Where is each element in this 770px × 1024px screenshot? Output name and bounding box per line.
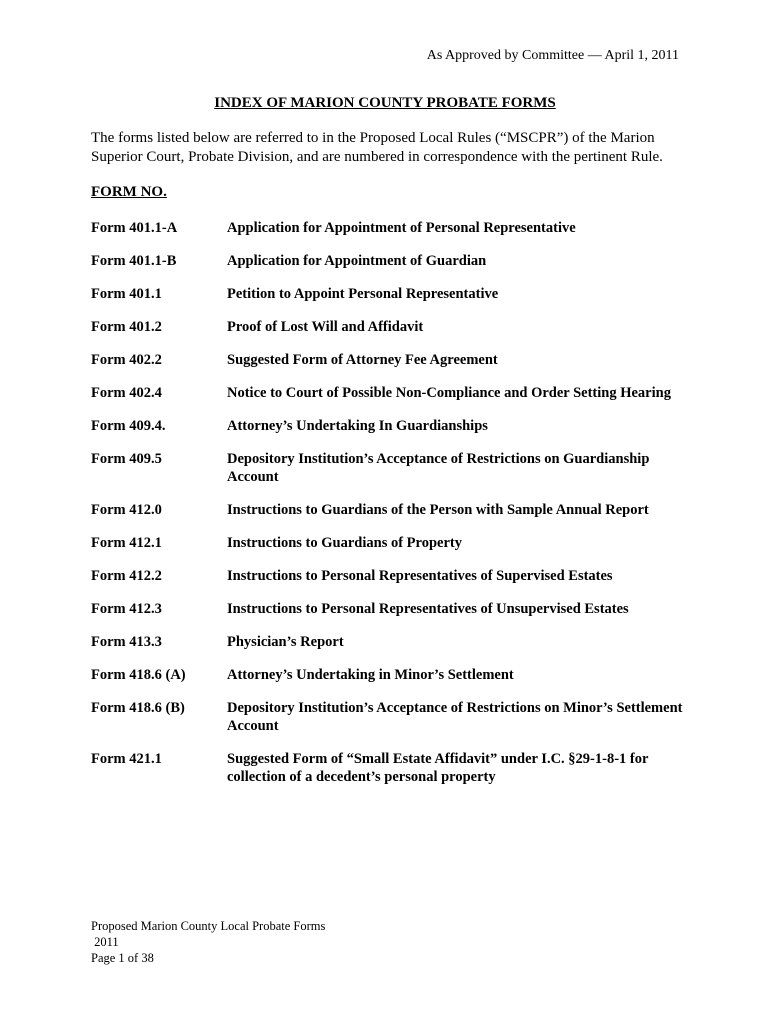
form-number: Form 413.3 — [91, 634, 162, 650]
form-number: Form 412.3 — [91, 601, 162, 617]
form-title: Suggested Form of Attorney Fee Agreement — [227, 352, 498, 368]
form-title: Attorney’s Undertaking In Guardianships — [227, 418, 488, 434]
intro-paragraph: The forms listed below are referred to in the Proposed Local Rules (“MSCPR”) of the Marion Superior Court, Probate Division, and are numbered in correspondence with the pertinent Rule. — [91, 130, 663, 165]
form-number: Form 409.4. — [91, 418, 166, 434]
form-list-item — [91, 450, 691, 486]
form-number: Form 412.2 — [91, 568, 162, 584]
page-title-text: INDEX OF MARION COUNTY PROBATE FORMS — [214, 95, 556, 111]
form-number: Form 401.2 — [91, 319, 162, 335]
forms-list — [91, 219, 691, 801]
footer-page-number: Page 1 of 38 — [91, 951, 154, 965]
form-number: Form 401.1 — [91, 286, 162, 302]
footer-year: 2011 — [91, 935, 119, 949]
form-number: Form 418.6 (B) — [91, 700, 185, 716]
form-title: Depository Institution’s Acceptance of Restrictions on Minor’s Settlement Account — [227, 700, 683, 734]
form-list-item — [91, 219, 691, 237]
form-title: Notice to Court of Possible Non-Compliance and Order Setting Hearing — [227, 385, 671, 401]
form-number: Form 402.4 — [91, 385, 162, 401]
form-number: Form 412.1 — [91, 535, 162, 551]
form-list-item — [91, 384, 691, 402]
form-list-item — [91, 534, 691, 552]
form-number: Form 401.1-A — [91, 220, 178, 236]
form-list-item — [91, 567, 691, 585]
form-title: Application for Appointment of Personal Representative — [227, 220, 576, 236]
form-number: Form 401.1-B — [91, 253, 177, 269]
form-number: Form 418.6 (A) — [91, 667, 186, 683]
form-list-item — [91, 699, 691, 735]
form-number: Form 421.1 — [91, 751, 162, 767]
form-title: Proof of Lost Will and Affidavit — [227, 319, 424, 335]
form-list-item — [91, 600, 691, 618]
form-title: Depository Institution’s Acceptance of Restrictions on Guardianship Account — [227, 451, 650, 485]
form-title: Physician’s Report — [227, 634, 344, 650]
form-list-item — [91, 318, 691, 336]
form-list-item — [91, 417, 691, 435]
form-title: Attorney’s Undertaking in Minor’s Settlement — [227, 667, 514, 683]
form-title: Petition to Appoint Personal Representative — [227, 286, 499, 302]
form-list-item — [91, 750, 691, 786]
form-list-item — [91, 633, 691, 651]
form-list-item — [91, 252, 691, 270]
form-list-item — [91, 285, 691, 303]
form-number: Form 409.5 — [91, 451, 162, 467]
form-number: Form 402.2 — [91, 352, 162, 368]
footer-title: Proposed Marion County Local Probate Forms — [91, 919, 326, 933]
form-title: Instructions to Guardians of the Person with Sample Annual Report — [227, 502, 649, 518]
approval-line: As Approved by Committee — April 1, 2011 — [426, 48, 679, 63]
form-title: Application for Appointment of Guardian — [227, 253, 487, 269]
form-number: Form 412.0 — [91, 502, 162, 518]
page-footer — [91, 918, 325, 966]
form-title: Instructions to Personal Representatives of Supervised Estates — [227, 568, 613, 584]
form-title: Suggested Form of “Small Estate Affidavit” under I.C. §29-1-8-1 for collection of a decedent’s personal property — [227, 751, 649, 785]
page-title — [0, 94, 770, 112]
form-title: Instructions to Personal Representatives of Unsupervised Estates — [227, 601, 629, 617]
form-list-item — [91, 351, 691, 369]
form-list-item — [91, 666, 691, 684]
form-no-heading: FORM NO. — [91, 184, 167, 200]
form-list-item — [91, 501, 691, 519]
form-title: Instructions to Guardians of Property — [227, 535, 462, 551]
